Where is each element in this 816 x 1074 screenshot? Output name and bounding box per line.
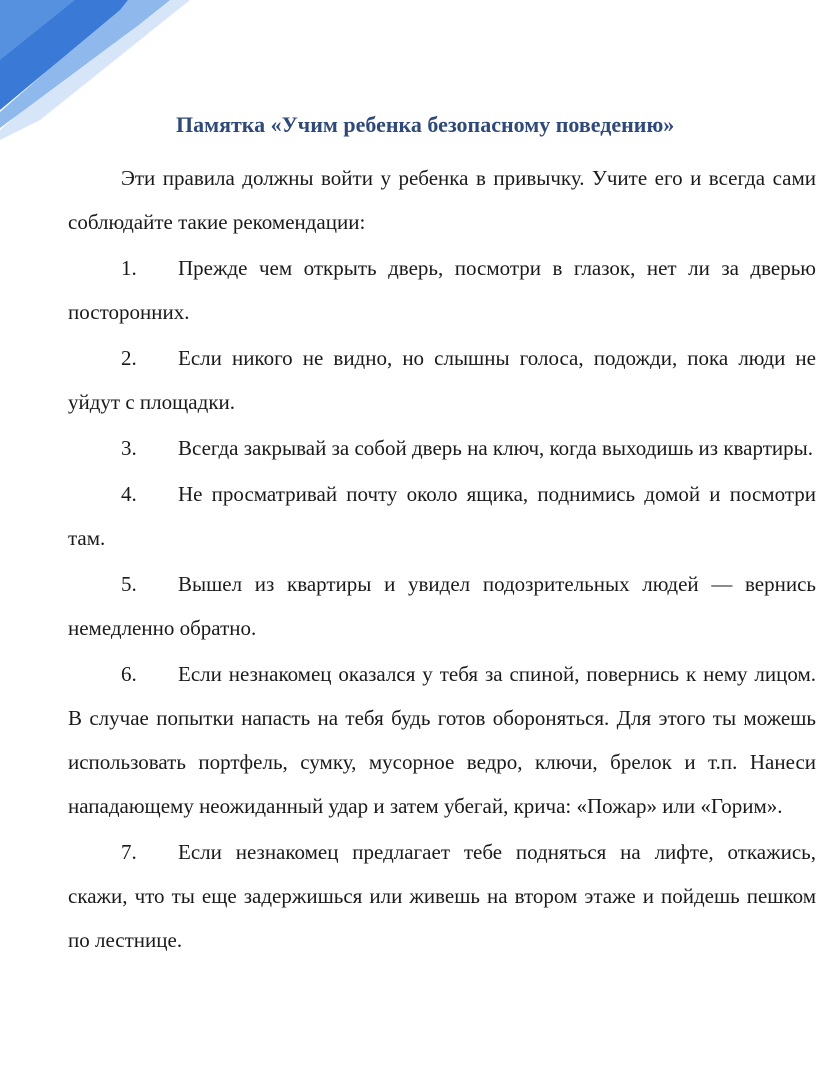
list-item-number: 1. [121, 256, 137, 280]
list-item-number: 4. [121, 482, 137, 506]
list-item [68, 246, 816, 334]
list-item-number: 3. [121, 436, 137, 460]
list-item-number: 7. [121, 840, 137, 864]
list-item-text: Если никого не видно, но слышны голоса, подожди, пока люди не уйдут с площадки. [68, 346, 816, 414]
list-item-text: Если незнакомец оказался у тебя за спиной, повернись к нему лицом. В случае попытки напасть на тебя будь готов обороняться. Для этого ты можешь использовать портфель, сумку, мусорное ведро, ключи, брелок и т.п. Нанеси нападающему неожиданный удар и затем убегай, крича: «Пожар» или «Горим». [68, 662, 816, 818]
list-item-number: 2. [121, 346, 137, 370]
list-item [68, 426, 816, 470]
list-item-text: Всегда закрывай за собой дверь на ключ, когда выходишь из квартиры. [178, 436, 813, 460]
list-item-text: Прежде чем открыть дверь, посмотри в глазок, нет ли за дверью посторонних. [68, 256, 816, 324]
list-item [68, 562, 816, 650]
intro-paragraph: Эти правила должны войти у ребенка в привычку. Учите его и всегда сами соблюдайте такие рекомендации: [68, 166, 816, 234]
document-page [68, 108, 816, 962]
list-item-text: Если незнакомец предлагает тебе подняться на лифте, откажись, скажи, что ты еще задержишься или живешь на втором этаже и пойдешь пешком по лестнице. [68, 840, 816, 952]
list-item-text: Не просматривай почту около ящика, поднимись домой и посмотри там. [68, 482, 816, 550]
list-item [68, 336, 816, 424]
list-item [68, 652, 816, 828]
list-item [68, 830, 816, 962]
list-item-text: Вышел из квартиры и увидел подозрительных людей — вернись немедленно обратно. [68, 572, 816, 640]
list-item-number: 6. [121, 662, 137, 686]
list-item-number: 5. [121, 572, 137, 596]
document-title: Памятка «Учим ребенка безопасному поведению» [176, 112, 675, 137]
list-item [68, 472, 816, 560]
rules-list [68, 246, 816, 962]
